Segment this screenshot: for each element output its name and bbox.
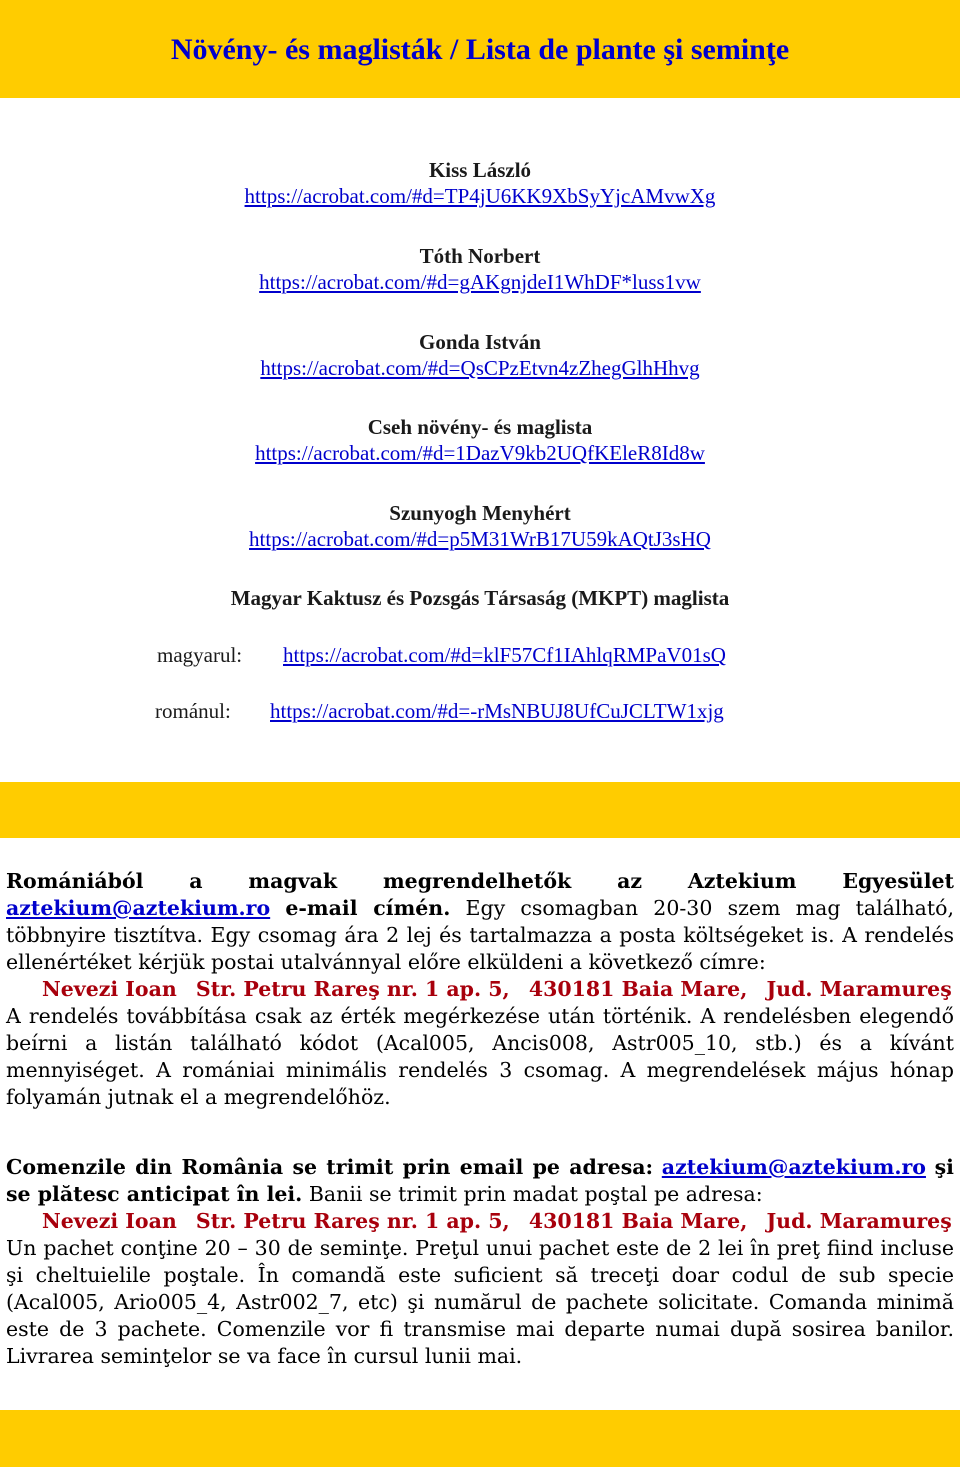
- footer-banner: [0, 1410, 960, 1467]
- address-county: Jud. Maramureş: [766, 1209, 952, 1233]
- address-county: Jud. Maramureş: [766, 977, 952, 1001]
- address-name: Nevezi Ioan: [42, 1209, 177, 1233]
- list-owner-name: Tóth Norbert: [419, 244, 541, 268]
- ro-intro-end: şi se plătesc anticipat în lei.: [6, 1155, 954, 1206]
- list-link[interactable]: https://acrobat.com/#d=gAKgnjdeI1WhDF*luss1vw: [259, 270, 701, 294]
- list-link[interactable]: https://acrobat.com/#d=p5M31WrB17U59kAQtJ3sHQ: [249, 527, 711, 551]
- ro-body: Un pachet conţine 20 – 30 de seminţe. Preţul unui pachet este de 2 lei în preţ fiind incluse şi cheltuielile poştale. În comandă este suficient să treceţi doar codul de sub specie (Acal005, Ario005_4, Astr002_7, etc) şi numărul de pachete solicitate. Comanda minimă este de 3 pachete. Comenzile vor fi transmise mai departe numai după sosirea banilor. Livrarea seminţelor se va face în cursul lunii mai.: [6, 1236, 954, 1368]
- address-street: Str. Petru Rareş nr. 1 ap. 5,: [195, 977, 510, 1001]
- address-city: 430181 Baia Mare,: [528, 1209, 748, 1233]
- list-owner-name: Szunyogh Menyhért: [389, 501, 571, 525]
- hu-email-link[interactable]: aztekium@aztekium.ro: [6, 896, 271, 920]
- list-item: [0, 500, 960, 552]
- page-title: Növény- és maglisták / Lista de plante şi seminţe: [170, 33, 790, 66]
- hu-intro: Romániából a magvak megrendelhetők az Aztekium Egyesület: [6, 869, 954, 893]
- ro-email-link[interactable]: aztekium@aztekium.ro: [661, 1155, 926, 1179]
- hu-address: [6, 976, 954, 1003]
- hu-intro-end: e-mail címén.: [285, 896, 451, 920]
- address-city: 430181 Baia Mare,: [528, 977, 748, 1001]
- list-owner-name: Gonda István: [419, 330, 541, 354]
- mkpt-romanian-row: [0, 698, 960, 724]
- list-owner-name: Cseh növény- és maglista: [367, 415, 593, 439]
- list-item: [0, 243, 960, 295]
- mkpt-title: Magyar Kaktusz és Pozsgás Társaság (MKPT) maglista: [230, 586, 730, 610]
- mkpt-hungarian-link[interactable]: https://acrobat.com/#d=klF57Cf1IAhlqRMPaV01sQ: [283, 643, 726, 667]
- romanian-order-info: [6, 1154, 954, 1370]
- list-item: [0, 329, 960, 381]
- ro-intro-rest: Banii se trimit prin madat poştal pe adresa:: [308, 1182, 763, 1206]
- hungarian-label: magyarul:: [157, 643, 243, 667]
- ro-address: [6, 1208, 954, 1235]
- address-street: Str. Petru Rareş nr. 1 ap. 5,: [195, 1209, 510, 1233]
- list-link[interactable]: https://acrobat.com/#d=QsCPzEtvn4zZhegGlhHhvg: [260, 356, 700, 380]
- list-item: [0, 157, 960, 209]
- hungarian-order-info: [6, 868, 954, 1111]
- list-owner-name: Kiss László: [428, 158, 532, 182]
- mkpt-romanian-link[interactable]: https://acrobat.com/#d=-rMsNBUJ8UfCuJCLTW1xjg: [270, 699, 724, 723]
- mkpt-hungarian-row: [0, 642, 960, 668]
- address-name: Nevezi Ioan: [42, 977, 177, 1001]
- ro-intro: Comenzile din România se trimit prin email pe adresa:: [6, 1155, 654, 1179]
- hu-body-2: A rendelés továbbítása csak az érték megérkezése után történik. A rendelésben elegendő beírni a listán található kódot (Acal005, Ancis008, Astr005_10, stb.) és a kívánt mennyiséget. A romániai minimális rendelés 3 csomag. A megrendelések május hónap folyamán jutnak el a megrendelőhöz.: [6, 1004, 954, 1109]
- mkpt-section: [0, 585, 960, 611]
- list-item: [0, 414, 960, 466]
- divider-banner: [0, 782, 960, 838]
- romanian-label: románul:: [155, 699, 231, 723]
- list-link[interactable]: https://acrobat.com/#d=1DazV9kb2UQfKEleR8Id8w: [255, 441, 705, 465]
- list-link[interactable]: https://acrobat.com/#d=TP4jU6KK9XbSyYjcAMvwXg: [244, 184, 716, 208]
- hu-body-1: Egy csomagban 20-30 szem mag található, többnyire tisztítva. Egy csomag ára 2 lej és tartalmazza a posta költségeket is. A rendelés ellenértéket kérjük postai utalvánnyal előre elküldeni a következő címre:: [6, 896, 954, 974]
